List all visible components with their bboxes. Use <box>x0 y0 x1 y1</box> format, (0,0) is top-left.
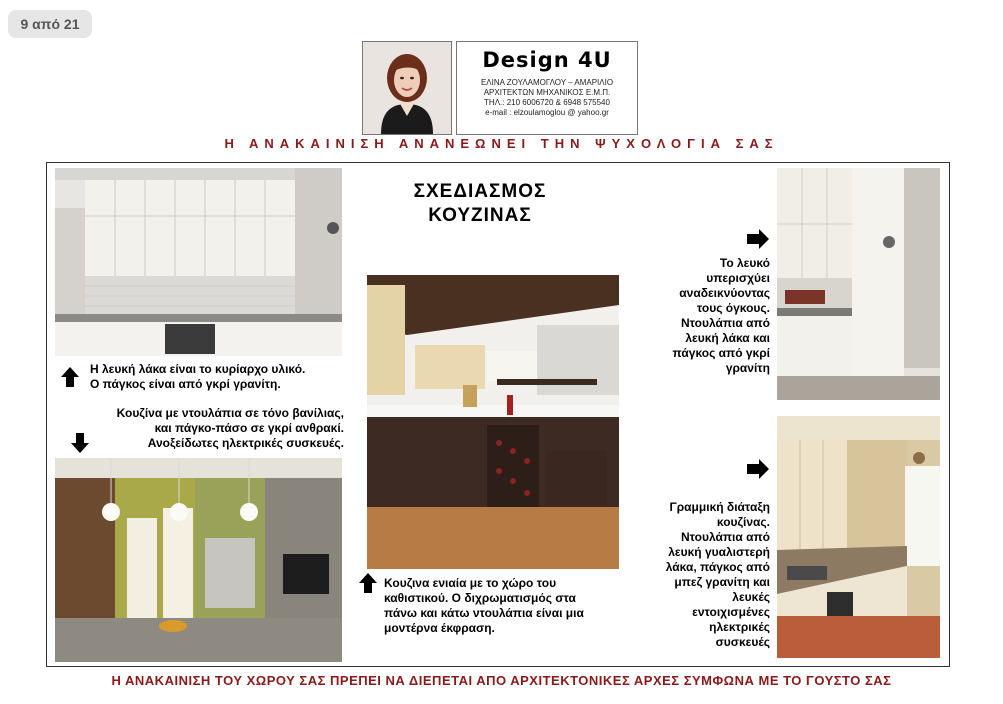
caption-line: Κουζίνα με ντουλάπια σε τόνο βανίλιας, <box>116 406 344 420</box>
caption-line: τους όγκους. <box>696 301 770 315</box>
caption-line: πάγκος από γκρί <box>672 346 770 360</box>
caption-top-left <box>90 362 350 392</box>
arrow-right-icon <box>746 458 770 480</box>
tagline: Η ΑΝΑΚΑΙΝΙΣΗ ΑΝΑΝΕΩΝΕΙ ΤΗΝ ΨΥΧΟΛΟΓΙΑ ΣΑΣ <box>224 136 779 151</box>
arrow-right-icon <box>746 228 770 250</box>
caption-bottom-right <box>636 500 770 650</box>
caption-line: λάκα, πάγκος από <box>665 560 770 574</box>
kitchen-photo-white-volumes <box>777 168 940 400</box>
caption-line: ηλεκτρικές <box>709 620 770 634</box>
caption-top-right <box>640 256 770 376</box>
kitchen-photo-two-tone <box>367 275 619 569</box>
caption-line: συσκευές <box>715 635 770 649</box>
caption-line: εντοιχισμένες <box>692 605 770 619</box>
caption-line: κουζίνας. <box>716 515 770 529</box>
caption-line: υπερισχύει <box>706 271 770 285</box>
contact-line: e-mail : elzoulamoglou @ yahoo.gr <box>485 108 609 117</box>
caption-line: Ανοξείδωτες ηλεκτρικές συσκευές. <box>147 436 344 450</box>
caption-line: Το λευκό <box>719 256 770 270</box>
contact-card <box>456 41 638 135</box>
arrow-down-icon <box>70 432 90 454</box>
caption-line: λευκή λάκα και <box>685 331 770 345</box>
caption-line: πάνω και κάτω ντουλάπια είναι μια <box>384 606 584 620</box>
caption-line: Κουζινα ενιαία με το χώρο του <box>384 576 557 590</box>
brand-name: Design 4U <box>482 48 612 72</box>
caption-center <box>384 576 620 636</box>
caption-line: Ντουλάπια από <box>680 316 770 330</box>
title-line: ΚΟΥΖΙΝΑΣ <box>428 205 532 226</box>
caption-line: Η λευκή λάκα είναι το κυρίαρχο υλικό. <box>90 362 306 376</box>
caption-line: μοντέρνα έκφραση. <box>384 621 495 635</box>
caption-line: αναδεικνύοντας <box>679 286 770 300</box>
caption-line: Ντουλάπια από <box>680 530 770 544</box>
architect-portrait <box>362 41 452 135</box>
title-line: ΣΧΕΔΙΑΣΜΟΣ <box>413 181 547 202</box>
contact-line: ΕΛΙΝΑ ΖΟΥΛΑΜΟΓΛΟΥ – ΑΜΑΡΙΛΙΟ <box>480 78 614 87</box>
kitchen-photo-white-lacquer <box>55 168 342 356</box>
contact-line: ΤΗΛ.: 210 6006720 & 6948 575540 <box>484 98 610 107</box>
caption-line: μπεζ γρανίτη και <box>674 575 770 589</box>
caption-line: καθιστικού. Ο διχρωματισμός στα <box>384 591 576 605</box>
arrow-up-icon <box>60 366 80 388</box>
contact-line: ΑΡΧΙΤΕΚΤΩΝ ΜΗΧΑΝΙΚΟΣ Ε.Μ.Π. <box>483 88 611 97</box>
caption-line: λευκές <box>732 590 770 604</box>
page-title <box>380 180 580 228</box>
arrow-up-icon <box>358 572 378 594</box>
kitchen-photo-vanilla <box>55 458 342 662</box>
caption-bottom-left <box>62 406 344 451</box>
caption-line: γρανίτη <box>725 361 770 375</box>
footer-slogan: Η ΑΝΑΚΑΙΝΙΣΗ ΤΟΥ ΧΩΡΟΥ ΣΑΣ ΠΡΕΠΕΙ ΝΑ ΔΙΕΠΕΤΑΙ ΑΠΟ ΑΡΧΙΤΕΚΤΟΝΙΚΕΣ ΑΡΧΕΣ ΣΥΜΦΩΝΑ ΜΕ ΤΟ ΓΟΥΣΤΟ ΣΑΣ <box>111 673 892 688</box>
kitchen-photo-linear <box>777 416 940 658</box>
page-indicator[interactable]: 9 από 21 <box>8 10 92 38</box>
caption-line: Ο πάγκος είναι από γκρί γρανίτη. <box>90 377 281 391</box>
caption-line: λευκή γυαλιστερή <box>668 545 770 559</box>
caption-line: και πάγκο-πάσο σε γκρί ανθρακί. <box>154 421 344 435</box>
caption-line: Γραμμική διάταξη <box>669 500 770 514</box>
